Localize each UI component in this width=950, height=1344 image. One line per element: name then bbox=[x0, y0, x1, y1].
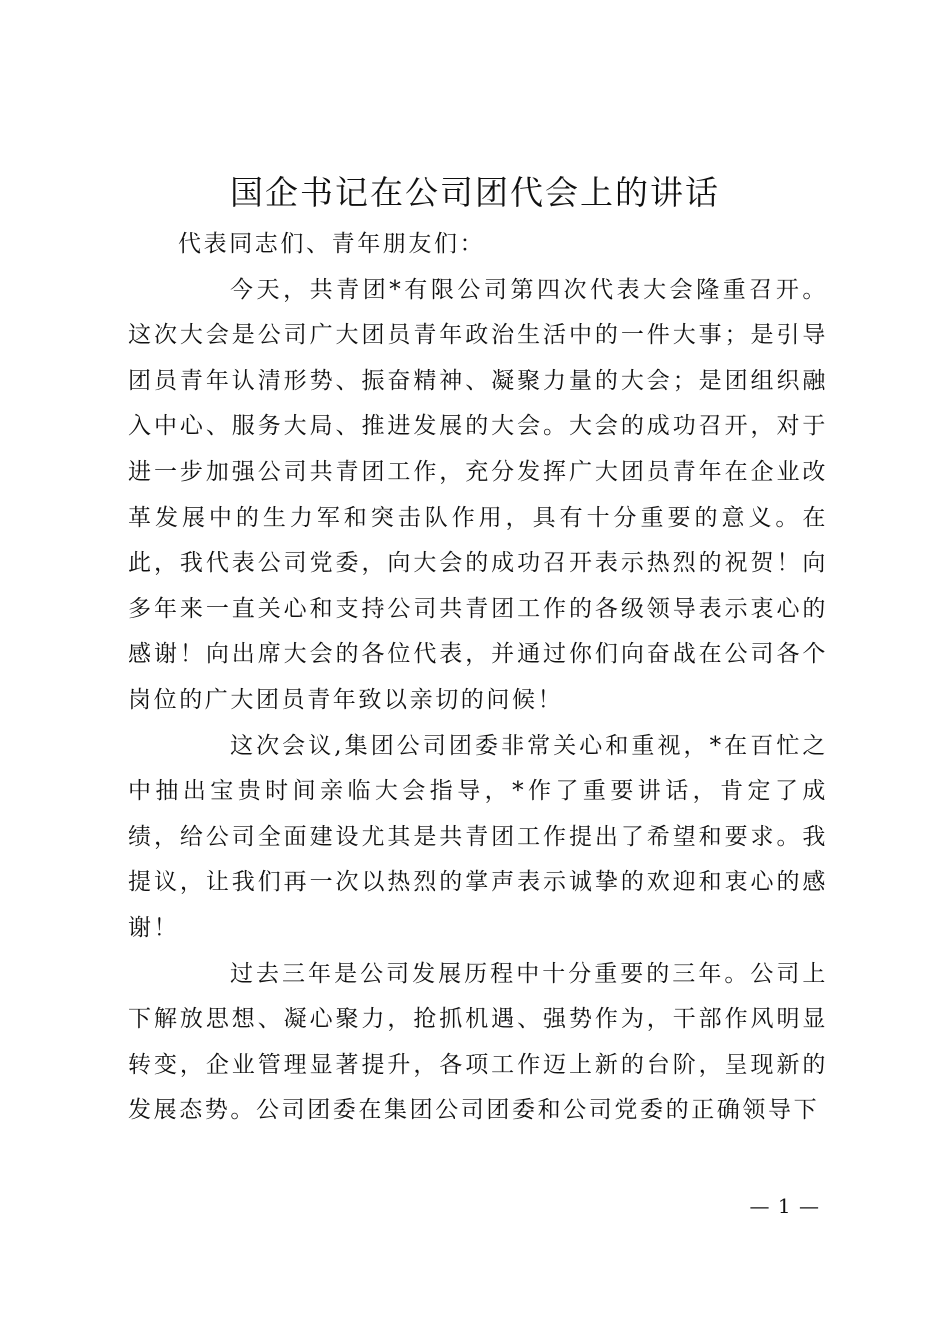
page-number: — 1 — bbox=[749, 1194, 820, 1218]
paragraph-3: 过去三年是公司发展历程中十分重要的三年。公司上下解放思想、凝心聚力，抢抓机遇、强势作为，干部作风明显转变，企业管理显著提升，各项工作迈上新的台阶，呈现新的发展态势。公司团委在集团公司团委和公司党委的正确领导下 bbox=[128, 960, 828, 1124]
document-body bbox=[128, 222, 828, 1134]
document-title: 国企书记在公司团代会上的讲话 bbox=[230, 173, 720, 212]
paragraph-2: 这次会议,集团公司团委非常关心和重视，*在百忙之中抽出宝贵时间亲临大会指导，*作了重要讲话，肯定了成绩，给公司全面建设尤其是共青团工作提出了希望和要求。我提议，让我们再一次以热烈的掌声表示诚挚的欢迎和衷心的感谢！ bbox=[128, 732, 828, 941]
paragraph-1: 今天，共青团*有限公司第四次代表大会隆重召开。这次大会是公司广大团员青年政治生活中的一件大事；是引导团员青年认清形势、振奋精神、凝聚力量的大会；是团组织融入中心、服务大局、推进发展的大会。大会的成功召开，对于进一步加强公司共青团工作，充分发挥广大团员青年在企业改革发展中的生力军和突击队作用，具有十分重要的意义。在此，我代表公司党委，向大会的成功召开表示热烈的祝贺！向多年来一直关心和支持公司共青团工作的各级领导表示衷心的感谢！向出席大会的各位代表，并通过你们向奋战在公司各个岗位的广大团员青年致以亲切的问候！ bbox=[128, 276, 828, 713]
greeting: 代表同志们、青年朋友们： bbox=[178, 231, 486, 257]
